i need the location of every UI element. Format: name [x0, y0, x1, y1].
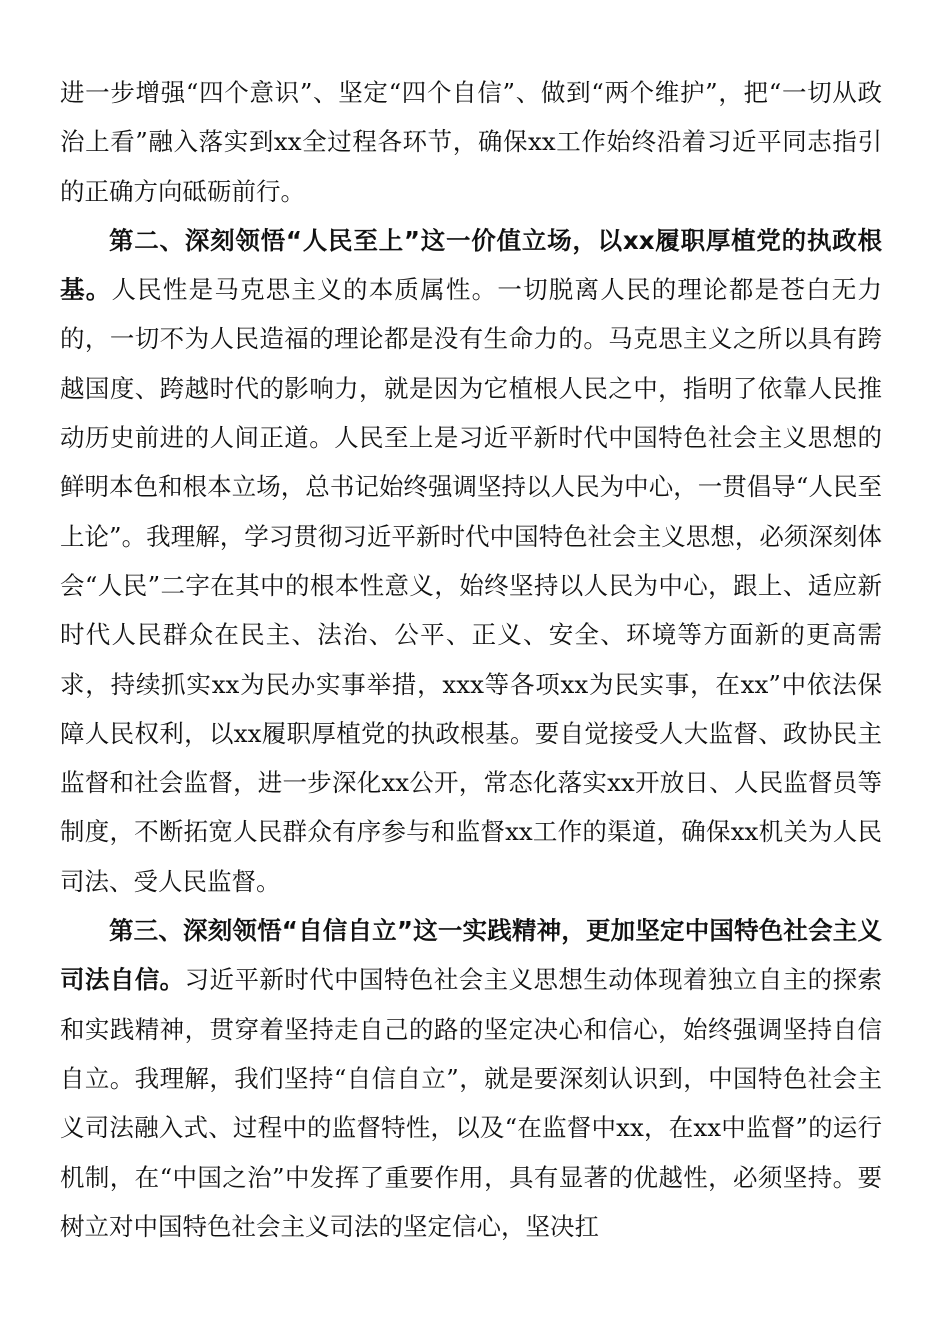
section-two-heading: 第二、深刻领悟“人民至上”这一价值立场，以xx履职厚植党的执政根基。	[60, 225, 882, 305]
document-body	[60, 68, 882, 1251]
paragraph-continuation	[60, 68, 882, 216]
paragraph-body: 进一步增强“四个意识”、坚定“四个自信”、做到“两个维护”，把“一切从政治上看”融入落实到xx全过程各环节，确保xx工作始终沿着习近平同志指引的正确方向砥砺前行。	[60, 78, 882, 206]
section-two-body: 人民性是马克思主义的本质属性。一切脱离人民的理论都是苍白无力的，一切不为人民造福的理论都是没有生命力的。马克思主义之所以具有跨越国度、跨越时代的影响力，就是因为它植根人民之中，指明了依靠人民推动历史前进的人间正道。人民至上是习近平新时代中国特色社会主义思想的鲜明本色和根本立场，总书记始终强调坚持以人民为中心，一贯倡导“人民至上论”。我理解，学习贯彻习近平新时代中国特色社会主义思想，必须深刻体会“人民”二字在其中的根本性意义，始终坚持以人民为中心，跟上、适应新时代人民群众在民主、法治、公平、正义、安全、环境等方面新的更高需求，持续抓实xx为民办实事举措，xxx等各项xx为民实事，在xx”中依法保障人民权利，以xx履职厚植党的执政根基。要自觉接受人大监督、政协民主监督和社会监督，进一步深化xx公开，常态化落实xx开放日、人民监督员等制度，不断拓宽人民群众有序参与和监督xx工作的渠道，确保xx机关为人民司法、受人民监督。	[60, 275, 882, 896]
paragraph-section-two	[60, 216, 882, 906]
section-three-heading: 第三、深刻领悟“自信自立”这一实践精神，更加坚定中国特色社会主义司法自信。	[60, 916, 882, 995]
section-three-body: 习近平新时代中国特色社会主义思想生动体现着独立自主的探索和实践精神，贯穿着坚持走自己的路的坚定决心和信心，始终强调坚持自信自立。我理解，我们坚持“自信自立”，就是要深刻认识到，中国特色社会主义司法融入式、过程中的监督特性，以及“在监督中xx，在xx中监督”的运行机制，在“中国之治”中发挥了重要作用，具有显著的优越性，必须坚持。要树立对中国特色社会主义司法的坚定信心，坚决扛	[60, 965, 882, 1241]
paragraph-section-three	[60, 906, 882, 1251]
